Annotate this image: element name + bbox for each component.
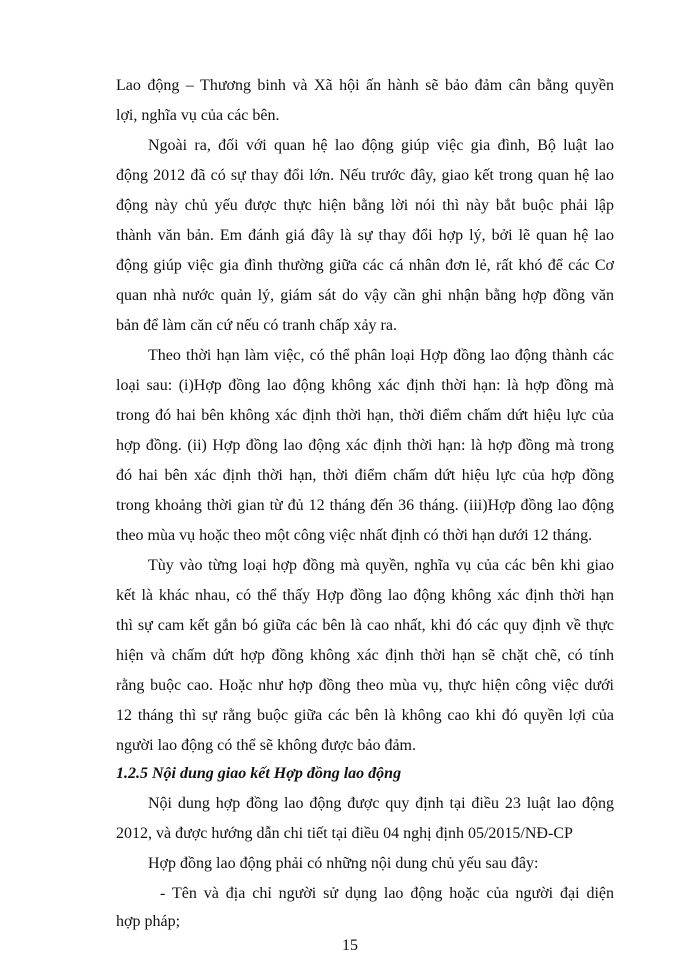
text-line: Theo thời hạn làm việc, có thể phân loại Hợp đồng lao động thành các [148, 347, 614, 364]
text-line: hiện và chấm dứt hợp đồng không xác định thời hạn sẽ chặt chẽ, có tính [116, 647, 614, 664]
text-line: hợp pháp; [116, 913, 181, 930]
text-line: loại sau: (i)Hợp đồng lao động không xác định thời hạn: là hợp đồng mà [116, 377, 614, 394]
text-line: quan nhà nước quản lý, giám sát do vậy cần ghi nhận bằng hợp đồng văn [116, 287, 614, 304]
text-line: 2012, và được hướng dẫn chi tiết tại điều 04 nghị định 05/2015/NĐ-CP [116, 825, 573, 842]
text-line: đó hai bên xác định thời hạn, thời điểm chấm dứt hiệu lực của hợp đồng [116, 467, 614, 484]
text-line: trong đó hai bên không xác định thời hạn, thời điểm chấm dứt hiệu lực của [116, 407, 614, 424]
text-line: động giúp việc gia đình thường giữa các cá nhân đơn lẻ, rất khó để các Cơ [116, 257, 614, 274]
text-line: Nội dung hợp đồng lao động được quy định tại điều 23 luật lao động [148, 795, 614, 812]
text-line: thì sự cam kết gắn bó giữa các bên là cao nhất, khi đó các quy định về thực [116, 617, 614, 634]
text-line: bản để làm căn cứ nếu có tranh chấp xảy ra. [116, 317, 397, 334]
bullet-line: - Tên và địa chỉ người sử dụng lao động hoặc của người đại diện [160, 885, 614, 902]
text-line: theo mùa vụ hoặc theo một công việc nhất định có thời hạn dưới 12 tháng. [116, 527, 593, 544]
text-line: 12 tháng thì sự rằng buộc giữa các bên là không cao khi đó quyền lợi của [116, 707, 614, 724]
text-line: hợp đồng. (ii) Hợp đồng lao động xác định thời hạn: là hợp đồng mà trong [116, 437, 614, 454]
page-number: 15 [342, 937, 358, 954]
text-line: kết là khác nhau, có thể thấy Hợp đồng lao động không xác định thời hạn [116, 587, 614, 604]
text-line: người lao động có thể sẽ không được bảo đảm. [116, 737, 416, 754]
text-line: Hợp đồng lao động phải có những nội dung chủ yếu sau đây: [148, 855, 539, 872]
text-line: Lao động – Thương binh và Xã hội ấn hành sẽ bảo đảm cân bằng quyền [116, 77, 614, 94]
text-line: trong khoảng thời gian từ đủ 12 tháng đến 36 tháng. (iii)Hợp đồng lao động [116, 497, 614, 514]
text-line: động 2012 đã có sự thay đổi lớn. Nếu trước đây, giao kết trong quan hệ lao [116, 167, 614, 184]
text-line: Ngoài ra, đối với quan hệ lao động giúp việc gia đình, Bộ luật lao [148, 137, 614, 154]
text-line: thành văn bản. Em đánh giá đây là sự thay đổi hợp lý, bởi lẽ quan hệ lao [116, 227, 614, 244]
text-line: động này chủ yếu được thực hiện bằng lời nói thì này bắt buộc phải lập [116, 197, 614, 214]
text-line: rằng buộc cao. Hoặc như hợp đồng theo mùa vụ, thực hiện công việc dưới [116, 677, 614, 694]
section-heading: 1.2.5 Nội dung giao kết Hợp đồng lao động [116, 765, 402, 782]
text-line: Tùy vào từng loại hợp đồng mà quyền, nghĩa vụ của các bên khi giao [148, 557, 614, 574]
text-line: lợi, nghĩa vụ của các bên. [116, 107, 280, 124]
